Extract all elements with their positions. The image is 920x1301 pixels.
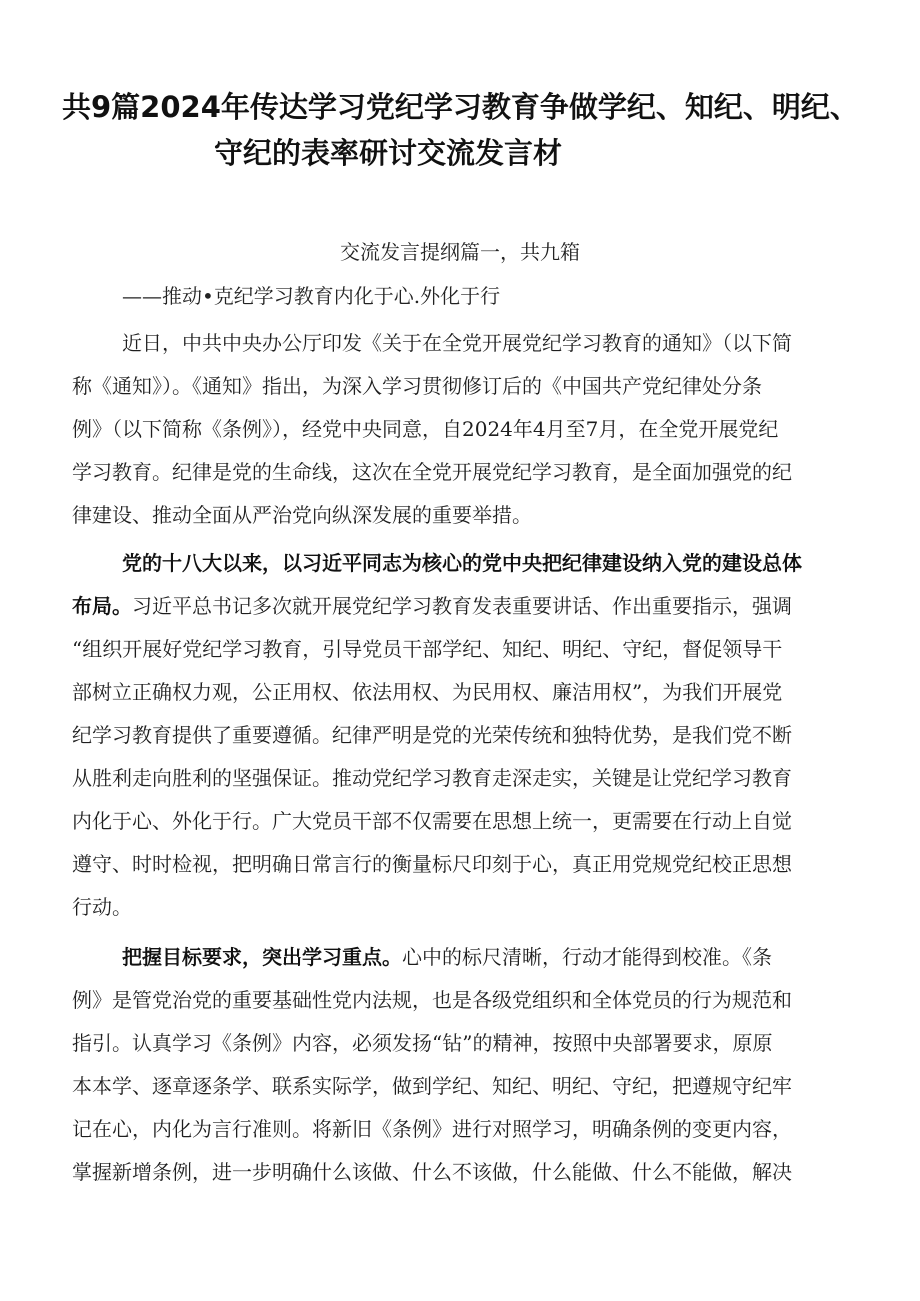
- paragraph-line: 行动。: [72, 895, 132, 919]
- paragraph-2: [72, 542, 852, 929]
- paragraph-line: 近日，中共中央办公厅印发《关于在全党开展党纪学习教育的通知》（以下简: [122, 331, 792, 355]
- paragraph-line: [72, 936, 852, 979]
- paragraph-line: 部树立正确权力观，公正用权、依法用权、为民用权、廉洁用权”，为我们开展党: [72, 680, 783, 704]
- paragraph-line: 遵守、时时检视，把明确日常言行的衡量标尺印刻于心，真正用党规党纪校正思想: [72, 852, 792, 876]
- paragraph-3: [72, 936, 852, 1194]
- paragraph-line: 记在心，内化为言行准则。将新旧《条例》进行对照学习，明确条例的变更内容，: [72, 1117, 792, 1141]
- paragraph-bold-heading-end: 布局。: [72, 594, 132, 618]
- paragraph-line: 内化于心、外化于行。广大党员干部不仅需要在思想上统一，更需要在行动上自觉: [72, 809, 792, 833]
- paragraph-line: 从胜利走向胜利的坚强保证。推动党纪学习教育走深走实，关键是让党纪学习教育: [72, 766, 792, 790]
- paragraph-line: 学习教育。纪律是党的生命线，这次在全党开展党纪学习教育，是全面加强党的纪: [72, 460, 792, 484]
- section-subtitle: 交流发言提纲篇一，共九箱: [340, 240, 580, 264]
- document-title: [62, 84, 862, 176]
- paragraph-line: 本本学、逐章逐条学、联系实际学，做到学纪、知纪、明纪、守纪，把遵规守纪牢: [72, 1074, 792, 1098]
- paragraph-line: 例》是管党治党的重要基础性党内法规，也是各级党组织和全体党员的行为规范和: [72, 988, 792, 1012]
- paragraph-line: 掌握新增条例，进一步明确什么该做、什么不该做，什么能做、什么不能做，解决: [72, 1160, 792, 1184]
- paragraph-1: [72, 322, 852, 537]
- paragraph-line: 例》（以下简称《条例》），经党中央同意，自2024年4月至7月，在全党开展党纪: [72, 417, 779, 441]
- title-line-2: 守纪的表率研讨交流发言材: [214, 136, 563, 170]
- section-tagline: ——推动•克纪学习教育内化于心.外化于行: [122, 284, 501, 308]
- paragraph-line: 称《通知》）。《通知》指出，为深入学习贯彻修订后的《中国共产党纪律处分条: [72, 374, 762, 398]
- paragraph-text: 心中的标尺清晰，行动才能得到校准。《条: [402, 945, 772, 969]
- paragraph-line: 指引。认真学习《条例》内容，必须发扬“钻”的精神，按照中央部署要求，原原: [72, 1031, 773, 1055]
- paragraph-bold-heading: 党的十八大以来，以习近平同志为核心的党中央把纪律建设纳入党的建设总体: [122, 551, 802, 575]
- paragraph-text: 习近平总书记多次就开展党纪学习教育发表重要讲话、作出重要指示，强调: [132, 594, 792, 618]
- paragraph-line: “组织开展好党纪学习教育，引导党员干部学纪、知纪、明纪、守纪，督促领导干: [72, 637, 783, 661]
- paragraph-line: 律建设、推动全面从严治党向纵深发展的重要举措。: [72, 503, 532, 527]
- paragraph-line: 纪学习教育提供了重要遵循。纪律严明是党的光荣传统和独特优势，是我们党不断: [72, 723, 792, 747]
- title-line-1: 共9篇2024年传达学习党纪学习教育争做学纪、知纪、明纪、: [62, 90, 859, 124]
- paragraph-line: [72, 585, 852, 628]
- paragraph-bold-heading: 把握目标要求，突出学习重点。: [122, 945, 402, 969]
